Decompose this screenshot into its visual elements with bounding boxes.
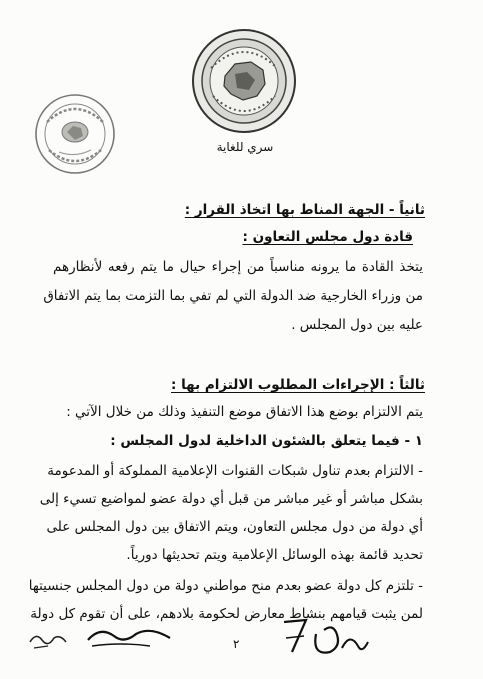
- page-number: ٢: [233, 637, 240, 651]
- item-1-paragraph-line: بشكل مباشر أو غير مباشر من قبل أي دولة عضو لمواضيع تسيء إلى: [39, 491, 423, 507]
- item-1-paragraph-line: لمن يثبت قيامهم بنشاط معارض لحكومة بلادهم، على أن تقوم كل دولة: [30, 606, 423, 622]
- official-stamp: [33, 92, 117, 176]
- item-1-paragraph-line: - تلتزم كل دولة عضو بعدم منح مواطني دولة من دول المجلس جنسيتها: [28, 578, 423, 594]
- item-1-heading: ١ - فيما يتعلق بالشئون الداخلية لدول المجلس :: [110, 433, 423, 449]
- handwritten-initials-left: [26, 624, 74, 654]
- section-2-heading: ثانياً - الجهة المناط بها اتخاذ القرار :: [184, 202, 425, 218]
- section-2-paragraph-line: من وزراء الخارجية ضد الدولة التي لم تفي بما التزمت بما يتم الاتفاق: [43, 288, 423, 304]
- item-1-paragraph-line: أي دولة من دول مجلس التعاون، ويتم الاتفاق بين دول المجلس على: [46, 519, 423, 535]
- section-2-paragraph-line: عليه بين دول المجلس .: [291, 317, 423, 333]
- handwritten-signature: [80, 620, 176, 654]
- classification-label: سري للغاية: [216, 140, 274, 154]
- section-3-intro: يتم الالتزام بوضع هذا الاتفاق موضع التنفيذ وذلك من خلال الآتي :: [66, 404, 423, 420]
- section-3-heading: ثالثاً : الإجراءات المطلوب الالتزام بها :: [171, 377, 425, 393]
- section-2-paragraph-line: يتخذ القادة ما يرونه مناسباً من إجراء حيال ما يتم رفعه لأنظارهم: [53, 259, 423, 275]
- section-2-subheading: قادة دول مجلس التعاون :: [242, 229, 413, 245]
- item-1-paragraph-line: - الالتزام بعدم تناول شبكات القنوات الإعلامية المملوكة أو المدعومة: [47, 463, 423, 479]
- gcc-emblem-seal: [191, 28, 297, 134]
- handwritten-signature: [276, 612, 372, 664]
- item-1-paragraph-line: تحديد قائمة بهذه الوسائل الإعلامية ويتم تحديثها دورياً.: [126, 547, 423, 563]
